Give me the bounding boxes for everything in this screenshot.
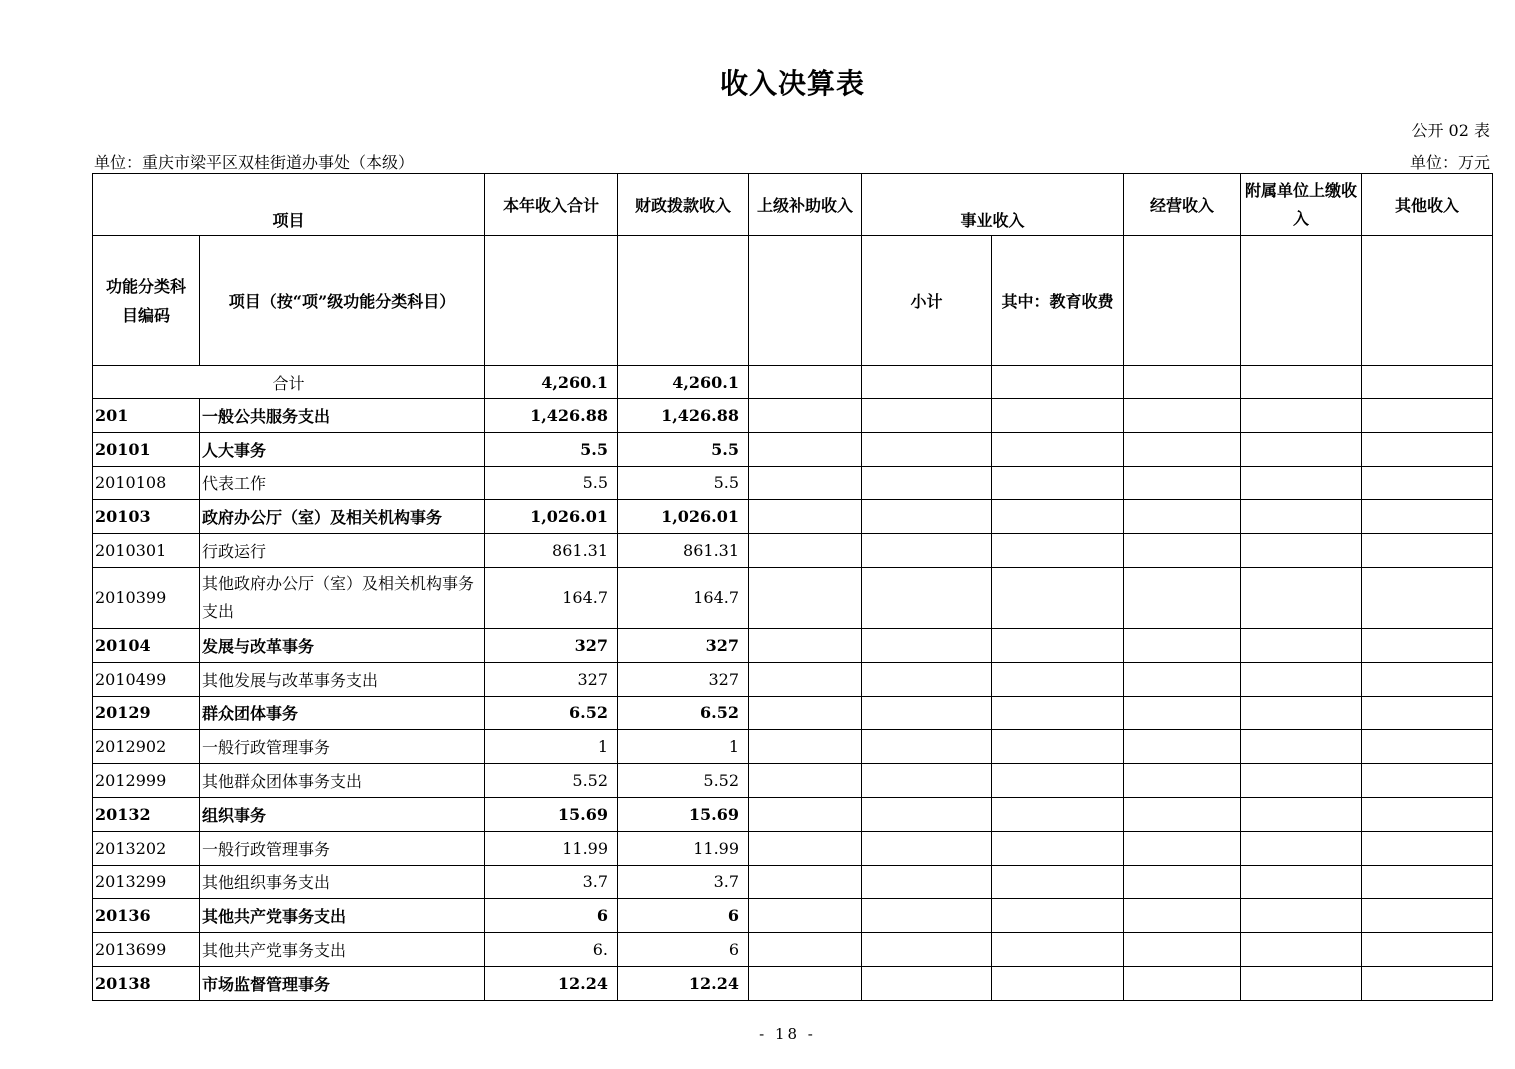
blank-cell (749, 966, 862, 1000)
row-fiscal-appropriation: 6.52 (618, 696, 749, 730)
blank-cell (1362, 696, 1493, 730)
table-row (93, 764, 1493, 798)
row-fiscal-appropriation: 861.31 (618, 534, 749, 568)
blank-cell (862, 865, 992, 899)
blank-cell (618, 236, 749, 366)
row-total-income: 6. (485, 933, 618, 967)
blank-cell (862, 567, 992, 628)
blank-cell (1241, 764, 1362, 798)
row-item-name: 组织事务 (200, 797, 485, 831)
blank-cell (1124, 500, 1241, 534)
blank-cell (862, 466, 992, 500)
row-code: 2012999 (93, 764, 200, 798)
blank-cell (1241, 933, 1362, 967)
blank-cell (862, 730, 992, 764)
blank-cell (862, 662, 992, 696)
row-code: 201 (93, 399, 200, 433)
table-row (93, 933, 1493, 967)
row-code: 2013202 (93, 831, 200, 865)
table-row (93, 500, 1493, 534)
blank-cell (862, 933, 992, 967)
table-row (93, 730, 1493, 764)
blank-cell (1124, 966, 1241, 1000)
row-code: 20104 (93, 628, 200, 662)
form-number: 公开 02 表 (1411, 121, 1490, 140)
row-fiscal-appropriation: 327 (618, 628, 749, 662)
row-total-income: 327 (485, 662, 618, 696)
blank-cell (1362, 399, 1493, 433)
blank-cell (1362, 899, 1493, 933)
blank-cell (992, 628, 1124, 662)
blank-cell (1124, 899, 1241, 933)
blank-cell (1241, 797, 1362, 831)
row-code: 20132 (93, 797, 200, 831)
row-item-name: 其他发展与改革事务支出 (200, 662, 485, 696)
row-total-income: 1 (485, 730, 618, 764)
blank-cell (862, 399, 992, 433)
blank-cell (1241, 567, 1362, 628)
blank-cell (1124, 696, 1241, 730)
row-total-income: 5.5 (485, 432, 618, 466)
blank-cell (1124, 534, 1241, 568)
blank-cell (1362, 966, 1493, 1000)
row-total-income: 327 (485, 628, 618, 662)
row-code: 20138 (93, 966, 200, 1000)
row-code: 2010108 (93, 466, 200, 500)
row-code: 20136 (93, 899, 200, 933)
header-other-income: 其他收入 (1362, 174, 1493, 236)
table-row (93, 628, 1493, 662)
blank-cell (992, 567, 1124, 628)
row-total-income: 1,426.88 (485, 399, 618, 433)
blank-cell (1241, 730, 1362, 764)
blank-cell (749, 466, 862, 500)
blank-cell (992, 399, 1124, 433)
unit-currency: 单位：万元 (1409, 153, 1490, 172)
blank-cell (1362, 730, 1493, 764)
table-row (93, 567, 1493, 628)
row-fiscal-appropriation: 6 (618, 933, 749, 967)
total-label: 合计 (93, 366, 485, 399)
row-item-name: 其他群众团体事务支出 (200, 764, 485, 798)
blank-cell (1124, 628, 1241, 662)
header-superior-subsidy: 上级补助收入 (749, 174, 862, 236)
blank-cell (1241, 628, 1362, 662)
blank-cell (1362, 366, 1493, 399)
blank-cell (749, 933, 862, 967)
row-item-name: 代表工作 (200, 466, 485, 500)
blank-cell (992, 366, 1124, 399)
blank-cell (1362, 534, 1493, 568)
blank-cell (862, 899, 992, 933)
row-code: 20129 (93, 696, 200, 730)
row-fiscal-appropriation: 15.69 (618, 797, 749, 831)
row-code: 20101 (93, 432, 200, 466)
blank-cell (749, 236, 862, 366)
blank-cell (1241, 966, 1362, 1000)
blank-cell (1362, 933, 1493, 967)
blank-cell (749, 567, 862, 628)
blank-cell (749, 432, 862, 466)
row-item-name: 一般行政管理事务 (200, 730, 485, 764)
blank-cell (1241, 865, 1362, 899)
blank-cell (749, 662, 862, 696)
blank-cell (749, 899, 862, 933)
blank-cell (1362, 567, 1493, 628)
blank-cell (1241, 236, 1362, 366)
row-fiscal-appropriation: 5.52 (618, 764, 749, 798)
blank-cell (749, 366, 862, 399)
blank-cell (1362, 500, 1493, 534)
header-total-income: 本年收入合计 (485, 174, 618, 236)
blank-cell (862, 432, 992, 466)
blank-cell (1241, 831, 1362, 865)
blank-cell (1124, 831, 1241, 865)
income-final-accounts-table (92, 173, 1493, 1001)
page-title: 收入决算表 (719, 67, 865, 100)
row-item-name: 其他共产党事务支出 (200, 899, 485, 933)
row-fiscal-appropriation: 164.7 (618, 567, 749, 628)
row-code: 2010499 (93, 662, 200, 696)
blank-cell (749, 831, 862, 865)
blank-cell (992, 764, 1124, 798)
row-item-name: 其他共产党事务支出 (200, 933, 485, 967)
row-fiscal-appropriation: 5.5 (618, 466, 749, 500)
blank-cell (862, 797, 992, 831)
row-item-name: 行政运行 (200, 534, 485, 568)
table-row (93, 662, 1493, 696)
row-item-name: 发展与改革事务 (200, 628, 485, 662)
row-item-name: 其他政府办公厅（室）及相关机构事务支出 (200, 567, 485, 628)
header-subtotal: 小计 (862, 236, 992, 366)
blank-cell (992, 432, 1124, 466)
blank-cell (992, 662, 1124, 696)
row-item-name: 市场监督管理事务 (200, 966, 485, 1000)
row-fiscal-appropriation: 1 (618, 730, 749, 764)
blank-cell (749, 399, 862, 433)
blank-cell (1362, 628, 1493, 662)
row-item-name: 其他组织事务支出 (200, 865, 485, 899)
blank-cell (749, 628, 862, 662)
blank-cell (862, 696, 992, 730)
blank-cell (1241, 500, 1362, 534)
table-row (93, 865, 1493, 899)
row-fiscal-appropriation: 3.7 (618, 865, 749, 899)
blank-cell (1241, 534, 1362, 568)
blank-cell (992, 730, 1124, 764)
row-fiscal-appropriation: 327 (618, 662, 749, 696)
blank-cell (862, 534, 992, 568)
blank-cell (992, 865, 1124, 899)
page-number: - 18 - (759, 1025, 816, 1043)
blank-cell (749, 730, 862, 764)
blank-cell (1124, 865, 1241, 899)
row-item-name: 一般行政管理事务 (200, 831, 485, 865)
row-total-income: 5.5 (485, 466, 618, 500)
header-function-code: 功能分类科目编码 (93, 236, 200, 366)
total-income-value: 4,260.1 (485, 366, 618, 399)
blank-cell (1124, 366, 1241, 399)
blank-cell (862, 764, 992, 798)
table-row (93, 534, 1493, 568)
row-code: 20103 (93, 500, 200, 534)
blank-cell (1124, 399, 1241, 433)
table-row (93, 831, 1493, 865)
blank-cell (862, 628, 992, 662)
blank-cell (1362, 764, 1493, 798)
blank-cell (992, 534, 1124, 568)
blank-cell (1241, 466, 1362, 500)
blank-cell (992, 831, 1124, 865)
blank-cell (992, 966, 1124, 1000)
table-row (93, 966, 1493, 1000)
blank-cell (1124, 730, 1241, 764)
blank-cell (1241, 662, 1362, 696)
blank-cell (1241, 399, 1362, 433)
blank-cell (1241, 899, 1362, 933)
row-fiscal-appropriation: 1,426.88 (618, 399, 749, 433)
blank-cell (992, 696, 1124, 730)
blank-cell (1362, 662, 1493, 696)
row-fiscal-appropriation: 11.99 (618, 831, 749, 865)
table-row (93, 432, 1493, 466)
blank-cell (1362, 236, 1493, 366)
row-total-income: 6.52 (485, 696, 618, 730)
total-row (93, 366, 1493, 399)
row-total-income: 3.7 (485, 865, 618, 899)
table-row (93, 797, 1493, 831)
blank-cell (1124, 933, 1241, 967)
blank-cell (862, 366, 992, 399)
row-total-income: 164.7 (485, 567, 618, 628)
row-total-income: 15.69 (485, 797, 618, 831)
row-item-name: 群众团体事务 (200, 696, 485, 730)
table-row (93, 466, 1493, 500)
row-item-name: 人大事务 (200, 432, 485, 466)
row-fiscal-appropriation: 5.5 (618, 432, 749, 466)
row-fiscal-appropriation: 6 (618, 899, 749, 933)
row-code: 2010301 (93, 534, 200, 568)
row-total-income: 5.52 (485, 764, 618, 798)
blank-cell (1241, 366, 1362, 399)
blank-cell (992, 899, 1124, 933)
header-item-by-classification: 项目（按“项”级功能分类科目） (200, 236, 485, 366)
blank-cell (749, 764, 862, 798)
table-row (93, 399, 1493, 433)
blank-cell (1124, 567, 1241, 628)
blank-cell (749, 865, 862, 899)
table-row (93, 696, 1493, 730)
row-code: 2010399 (93, 567, 200, 628)
blank-cell (1124, 466, 1241, 500)
blank-cell (749, 696, 862, 730)
blank-cell (1362, 865, 1493, 899)
row-total-income: 6 (485, 899, 618, 933)
row-fiscal-appropriation: 12.24 (618, 966, 749, 1000)
header-education-fee: 其中：教育收费 (992, 236, 1124, 366)
total-fiscal-value: 4,260.1 (618, 366, 749, 399)
header-affiliate-remittance: 附属单位上缴收入 (1241, 174, 1362, 236)
row-fiscal-appropriation: 1,026.01 (618, 500, 749, 534)
blank-cell (992, 797, 1124, 831)
blank-cell (1124, 236, 1241, 366)
blank-cell (862, 966, 992, 1000)
header-item: 项目 (93, 174, 485, 236)
blank-cell (749, 534, 862, 568)
row-total-income: 1,026.01 (485, 500, 618, 534)
row-total-income: 861.31 (485, 534, 618, 568)
header-operating-income: 经营收入 (1124, 174, 1241, 236)
blank-cell (862, 831, 992, 865)
blank-cell (1124, 797, 1241, 831)
unit-organization: 单位：重庆市梁平区双桂街道办事处（本级） (94, 153, 415, 172)
blank-cell (992, 500, 1124, 534)
header-fiscal-appropriation: 财政拨款收入 (618, 174, 749, 236)
blank-cell (749, 500, 862, 534)
blank-cell (1362, 831, 1493, 865)
blank-cell (1124, 764, 1241, 798)
row-code: 2013299 (93, 865, 200, 899)
blank-cell (1362, 797, 1493, 831)
blank-cell (1241, 696, 1362, 730)
row-code: 2013699 (93, 933, 200, 967)
blank-cell (1241, 432, 1362, 466)
blank-cell (992, 933, 1124, 967)
blank-cell (862, 500, 992, 534)
blank-cell (1362, 432, 1493, 466)
table-row (93, 899, 1493, 933)
blank-cell (992, 466, 1124, 500)
row-total-income: 11.99 (485, 831, 618, 865)
blank-cell (749, 797, 862, 831)
blank-cell (1362, 466, 1493, 500)
header-business-income: 事业收入 (862, 174, 1124, 236)
row-item-name: 一般公共服务支出 (200, 399, 485, 433)
row-item-name: 政府办公厅（室）及相关机构事务 (200, 500, 485, 534)
blank-cell (1124, 432, 1241, 466)
row-total-income: 12.24 (485, 966, 618, 1000)
blank-cell (1124, 662, 1241, 696)
blank-cell (485, 236, 618, 366)
row-code: 2012902 (93, 730, 200, 764)
